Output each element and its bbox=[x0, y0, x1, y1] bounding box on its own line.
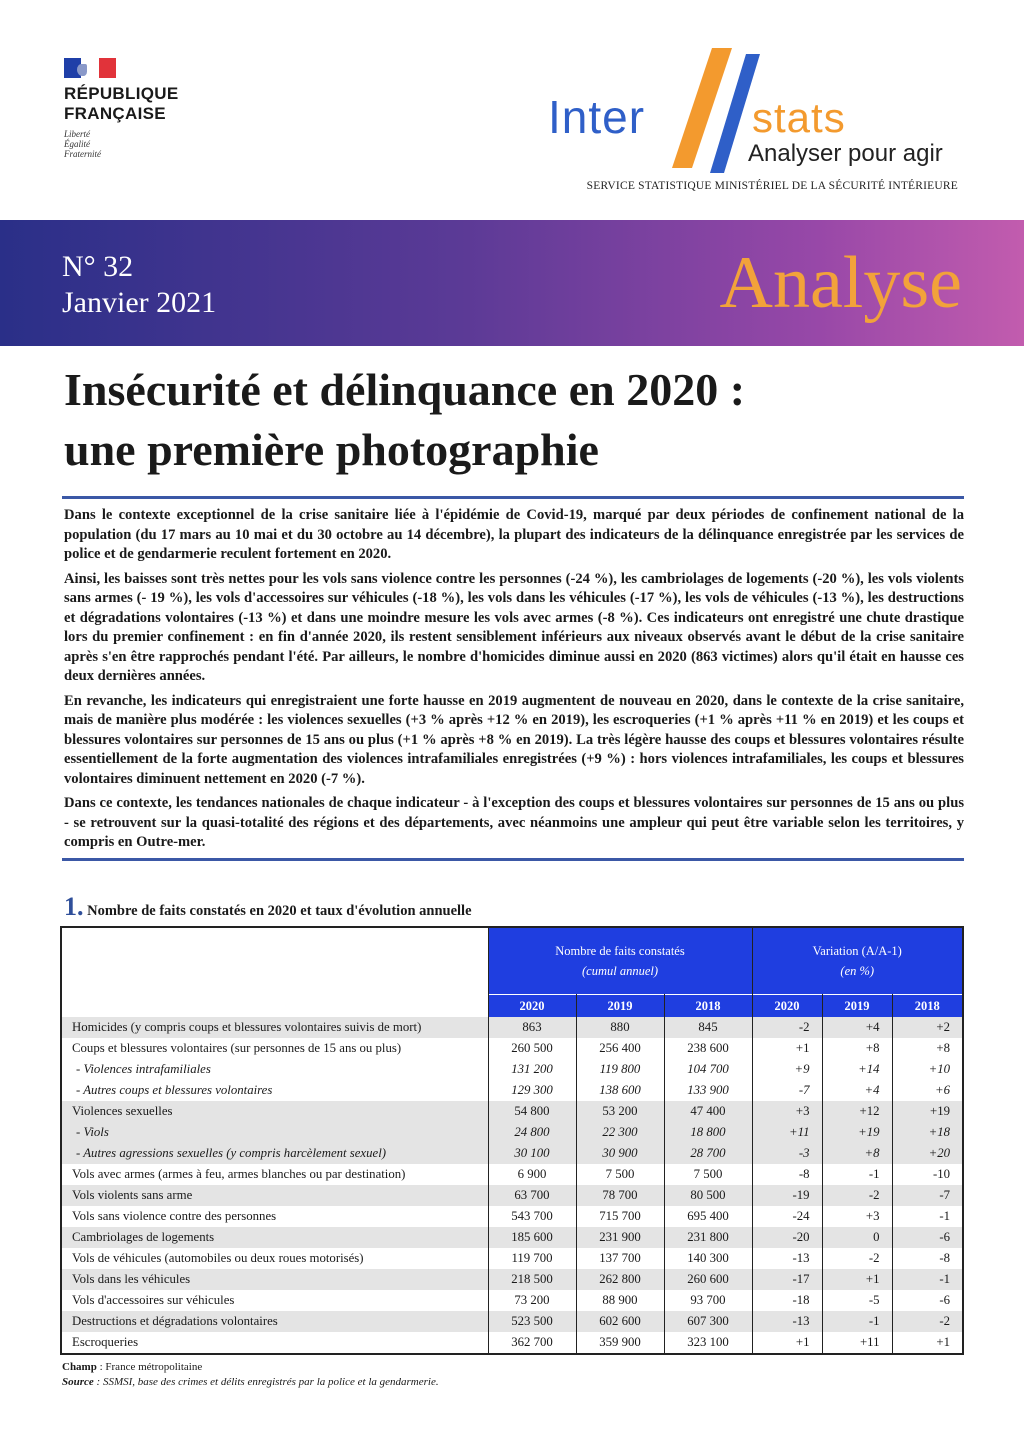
column-header-year: 2018 bbox=[664, 995, 752, 1018]
count-cell: 119 700 bbox=[488, 1248, 576, 1269]
table-row bbox=[62, 1269, 962, 1290]
count-cell: 7 500 bbox=[576, 1164, 664, 1185]
count-cell: 185 600 bbox=[488, 1227, 576, 1248]
table-row bbox=[62, 1290, 962, 1311]
count-cell: 131 200 bbox=[488, 1059, 576, 1080]
marianne-flag-icon bbox=[64, 58, 116, 78]
variation-cell: +10 bbox=[928, 1062, 950, 1076]
variation-cell: -1 bbox=[822, 1164, 892, 1185]
row-label: Destructions et dégradations volontaires bbox=[62, 1311, 488, 1332]
variation-cell: +1 bbox=[822, 1269, 892, 1290]
source-note: Source : SSMSI, base des crimes et délits enregistrés par la police et la gendarmerie. bbox=[62, 1376, 439, 1388]
brand-inter: Inter bbox=[548, 91, 646, 143]
variation-cell: -24 bbox=[752, 1206, 822, 1227]
variation-cell: -2 bbox=[822, 1185, 892, 1206]
count-cell: 7 500 bbox=[664, 1164, 752, 1185]
count-cell: 28 700 bbox=[664, 1143, 752, 1164]
row-label: Homicides (y compris coups et blessures volontaires suivis de mort) bbox=[62, 1017, 488, 1038]
variation-cell: -7 bbox=[752, 1080, 822, 1101]
variation-cell: -20 bbox=[752, 1227, 822, 1248]
variation-cell: +20 bbox=[892, 1143, 962, 1164]
row-label: - Violences intrafamiliales bbox=[62, 1059, 488, 1080]
count-cell: 695 400 bbox=[664, 1206, 752, 1227]
variation-cell: -5 bbox=[822, 1290, 892, 1311]
variation-cell: +19 bbox=[822, 1122, 892, 1143]
count-cell: 137 700 bbox=[576, 1248, 664, 1269]
publication-type: Analyse bbox=[719, 242, 962, 324]
header-group-variation: Variation (A/A-1) (en %) bbox=[752, 928, 962, 995]
variation-cell: 0 bbox=[822, 1227, 892, 1248]
count-cell: 880 bbox=[576, 1017, 664, 1038]
variation-cell: +11 bbox=[822, 1332, 892, 1353]
row-label: Vols d'accessoires sur véhicules bbox=[62, 1290, 488, 1311]
variation-cell: -10 bbox=[932, 1167, 950, 1181]
count-cell: 863 bbox=[488, 1017, 576, 1038]
count-cell: 359 900 bbox=[576, 1332, 664, 1353]
row-label: Vols de véhicules (automobiles ou deux roues motorisés) bbox=[62, 1248, 488, 1269]
table-row bbox=[62, 1122, 962, 1143]
row-label: Vols violents sans arme bbox=[62, 1185, 488, 1206]
variation-cell: +1 bbox=[936, 1335, 950, 1349]
count-cell: 523 500 bbox=[488, 1311, 576, 1332]
variation-cell: -1 bbox=[822, 1311, 892, 1332]
table-row bbox=[62, 1038, 962, 1059]
divider bbox=[62, 496, 964, 499]
column-header-year: 2019 bbox=[576, 995, 664, 1018]
page-title: Insécurité et délinquance en 2020 : une première photographie bbox=[64, 364, 746, 475]
figure-number: 1. bbox=[64, 892, 84, 921]
count-cell: 238 600 bbox=[664, 1038, 752, 1059]
row-label: - Autres coups et blessures volontaires bbox=[62, 1080, 488, 1101]
service-name: SERVICE STATISTIQUE MINISTÉRIEL DE LA SÉCURITÉ INTÉRIEURE bbox=[586, 180, 958, 192]
count-cell: 80 500 bbox=[664, 1185, 752, 1206]
row-label: Vols avec armes (armes à feu, armes blanches ou par destination) bbox=[62, 1164, 488, 1185]
count-cell: 24 800 bbox=[488, 1122, 576, 1143]
variation-cell: -1 bbox=[892, 1269, 962, 1290]
variation-cell: +6 bbox=[934, 1083, 950, 1097]
table-row bbox=[62, 1206, 962, 1227]
variation-cell: -8 bbox=[939, 1251, 950, 1265]
table-notes bbox=[62, 1360, 962, 1390]
row-label: Vols sans violence contre des personnes bbox=[62, 1206, 488, 1227]
count-cell: 30 900 bbox=[576, 1143, 664, 1164]
row-label: Vols dans les véhicules bbox=[62, 1269, 488, 1290]
issue-banner bbox=[0, 220, 1024, 346]
count-cell: 63 700 bbox=[488, 1185, 576, 1206]
variation-cell: +12 bbox=[822, 1101, 892, 1122]
column-header-year: 2020 bbox=[488, 995, 576, 1018]
variation-cell: +1 bbox=[752, 1038, 822, 1059]
count-cell: 260 600 bbox=[664, 1269, 752, 1290]
variation-cell: +11 bbox=[752, 1122, 822, 1143]
count-cell: 129 300 bbox=[488, 1080, 576, 1101]
table-row bbox=[62, 1017, 962, 1038]
republique-name: RÉPUBLIQUE FRANÇAISE bbox=[64, 84, 179, 123]
count-cell: 218 500 bbox=[488, 1269, 576, 1290]
count-cell: 133 900 bbox=[664, 1080, 752, 1101]
brand-stats: stats bbox=[752, 94, 846, 141]
count-cell: 262 800 bbox=[576, 1269, 664, 1290]
field-note: Champ : France métropolitaine bbox=[62, 1361, 203, 1373]
count-cell: 607 300 bbox=[664, 1311, 752, 1332]
row-label: Violences sexuelles bbox=[62, 1101, 488, 1122]
variation-cell: +9 bbox=[752, 1059, 822, 1080]
figure-title: 1. Nombre de faits constatés en 2020 et taux d'évolution annuelle bbox=[64, 892, 472, 921]
variation-cell: +18 bbox=[892, 1122, 962, 1143]
header-group-counts: Nombre de faits constatés (cumul annuel) bbox=[488, 928, 752, 995]
column-header-year: 2019 bbox=[822, 995, 892, 1018]
count-cell: 715 700 bbox=[576, 1206, 664, 1227]
variation-cell: +4 bbox=[822, 1080, 892, 1101]
variation-cell: +8 bbox=[822, 1143, 892, 1164]
summary bbox=[64, 506, 964, 858]
brand-tagline: Analyser pour agir bbox=[748, 140, 943, 167]
count-cell: 543 700 bbox=[488, 1206, 576, 1227]
row-label: Coups et blessures volontaires (sur personnes de 15 ans ou plus) bbox=[62, 1038, 488, 1059]
variation-cell: +8 bbox=[936, 1041, 950, 1055]
variation-cell: +19 bbox=[892, 1101, 962, 1122]
variation-cell: -13 bbox=[752, 1311, 822, 1332]
count-cell: 119 800 bbox=[576, 1059, 664, 1080]
count-cell: 845 bbox=[664, 1017, 752, 1038]
summary-paragraph: En revanche, les indicateurs qui enregistraient une forte hausse en 2019 augmentent de nouveau en 2020, dans le contexte de la crise sanitaire, mais de manière plus modérée : les violences sexuelles (+3 % après +12 % en 2019), les escroqueries (+1 % après +11 % en 2019) et les coups et blessures volontaires sur personnes de 15 ans ou plus (+1 % après +8 % en 2019). La très légère hausse des coups et blessures volontaires résulte essentiellement de la forte augmentation des violences intrafamiliales enregistrées (+9 %) : hors violences intrafamiliales, les coups et blessures volontaires diminuent nettement en 2020 (-7 %). bbox=[64, 692, 964, 787]
table-row bbox=[62, 1143, 962, 1164]
republique-francaise-logo bbox=[64, 58, 204, 159]
count-cell: 231 900 bbox=[576, 1227, 664, 1248]
column-header-year: 2020 bbox=[752, 995, 822, 1018]
variation-cell: -18 bbox=[752, 1290, 822, 1311]
column-header-year: 2018 bbox=[892, 995, 962, 1018]
variation-cell: +4 bbox=[822, 1017, 892, 1038]
variation-cell: +3 bbox=[752, 1101, 822, 1122]
row-label: - Viols bbox=[62, 1122, 488, 1143]
variation-cell: -3 bbox=[752, 1143, 822, 1164]
count-cell: 88 900 bbox=[576, 1290, 664, 1311]
variation-cell: -19 bbox=[752, 1185, 822, 1206]
row-label: Escroqueries bbox=[62, 1332, 488, 1353]
variation-cell: -1 bbox=[939, 1209, 950, 1223]
issue-date: Janvier 2021 bbox=[62, 286, 217, 319]
count-cell: 138 600 bbox=[576, 1080, 664, 1101]
interstats-logo bbox=[540, 48, 970, 198]
table-body bbox=[62, 1017, 962, 1353]
variation-cell: -2 bbox=[822, 1248, 892, 1269]
variation-cell: +3 bbox=[822, 1206, 892, 1227]
count-cell: 323 100 bbox=[664, 1332, 752, 1353]
variation-cell: +8 bbox=[822, 1038, 892, 1059]
row-label: Cambriolages de logements bbox=[62, 1227, 488, 1248]
header-blank-cell bbox=[62, 928, 488, 1017]
count-cell: 30 100 bbox=[488, 1143, 576, 1164]
summary-paragraph: Dans ce contexte, les tendances nationales de chaque indicateur - à l'exception des coups et blessures volontaires sur personnes de 15 ans ou plus - se retrouvent sur la quasi-totalité des régions et des départements, avec néanmoins une ampleur qui peut être variable selon les territoires, y compris en Outre-mer. bbox=[64, 795, 964, 850]
variation-cell: -2 bbox=[752, 1017, 822, 1038]
count-cell: 6 900 bbox=[488, 1164, 576, 1185]
variation-cell: -13 bbox=[752, 1248, 822, 1269]
count-cell: 104 700 bbox=[664, 1059, 752, 1080]
row-label: - Autres agressions sexuelles (y compris harcèlement sexuel) bbox=[62, 1143, 488, 1164]
count-cell: 18 800 bbox=[664, 1122, 752, 1143]
table-row bbox=[62, 1185, 962, 1206]
table-row bbox=[62, 1311, 962, 1332]
summary-paragraph: Ainsi, les baisses sont très nettes pour les vols sans violence contre les personnes (-24 %), les cambriolages de logements (-20 %), les vols violents sans armes (- 19 %), les vols d'accessoires sur véhicules (-18 %), les vols dans les véhicules (-17 %), les vols de véhicules (-13 %), les destructions et dégradations volontaires (-13 %) et dans une moindre mesure les vols avec armes (-8 %). Ces indicateurs ont enregistré une chute drastique lors du premier confinement : en fin d'année 2020, ils restent sensiblement inférieurs aux niveaux observés avant le début de la crise sanitaire après s'en être rapprochés pendant l'été. Par ailleurs, le nombre d'homicides diminue aussi en 2020 (863 victimes) alors qu'il était en hausse ces deux dernières années. bbox=[64, 570, 964, 684]
table-row bbox=[62, 1227, 962, 1248]
count-cell: 53 200 bbox=[576, 1101, 664, 1122]
data-table bbox=[62, 928, 962, 1353]
count-cell: 140 300 bbox=[664, 1248, 752, 1269]
double-slash-icon bbox=[670, 48, 760, 173]
republique-motto: Liberté Égalité Fraternité bbox=[64, 129, 101, 159]
summary-paragraph: Dans le contexte exceptionnel de la crise sanitaire liée à l'épidémie de Covid-19, marqué par deux périodes de confinement national de la population (du 17 mars au 10 mai et du 30 octobre au 14 décembre), la plupart des indicateurs de la délinquance enregistrée par les services de police et de gendarmerie reculent fortement en 2020. bbox=[64, 507, 964, 562]
table-row bbox=[62, 1080, 962, 1101]
count-cell: 54 800 bbox=[488, 1101, 576, 1122]
table-row bbox=[62, 1101, 962, 1122]
count-cell: 260 500 bbox=[488, 1038, 576, 1059]
variation-cell: -6 bbox=[892, 1227, 962, 1248]
variation-cell: -2 bbox=[892, 1311, 962, 1332]
variation-cell: +14 bbox=[822, 1059, 892, 1080]
count-cell: 602 600 bbox=[576, 1311, 664, 1332]
variation-cell: -17 bbox=[752, 1269, 822, 1290]
count-cell: 256 400 bbox=[576, 1038, 664, 1059]
issue-number: N° 32 bbox=[62, 250, 134, 283]
variation-cell: -8 bbox=[752, 1164, 822, 1185]
table-row bbox=[62, 1059, 962, 1080]
divider bbox=[62, 858, 964, 861]
count-cell: 362 700 bbox=[488, 1332, 576, 1353]
variation-cell: -6 bbox=[939, 1293, 950, 1307]
variation-cell: -7 bbox=[892, 1185, 962, 1206]
count-cell: 231 800 bbox=[664, 1227, 752, 1248]
variation-cell: +1 bbox=[752, 1332, 822, 1353]
table-row bbox=[62, 1248, 962, 1269]
variation-cell: +2 bbox=[892, 1017, 962, 1038]
count-cell: 93 700 bbox=[664, 1290, 752, 1311]
count-cell: 73 200 bbox=[488, 1290, 576, 1311]
table-row bbox=[62, 1164, 962, 1185]
table-row bbox=[62, 1332, 962, 1353]
count-cell: 47 400 bbox=[664, 1101, 752, 1122]
count-cell: 22 300 bbox=[576, 1122, 664, 1143]
count-cell: 78 700 bbox=[576, 1185, 664, 1206]
